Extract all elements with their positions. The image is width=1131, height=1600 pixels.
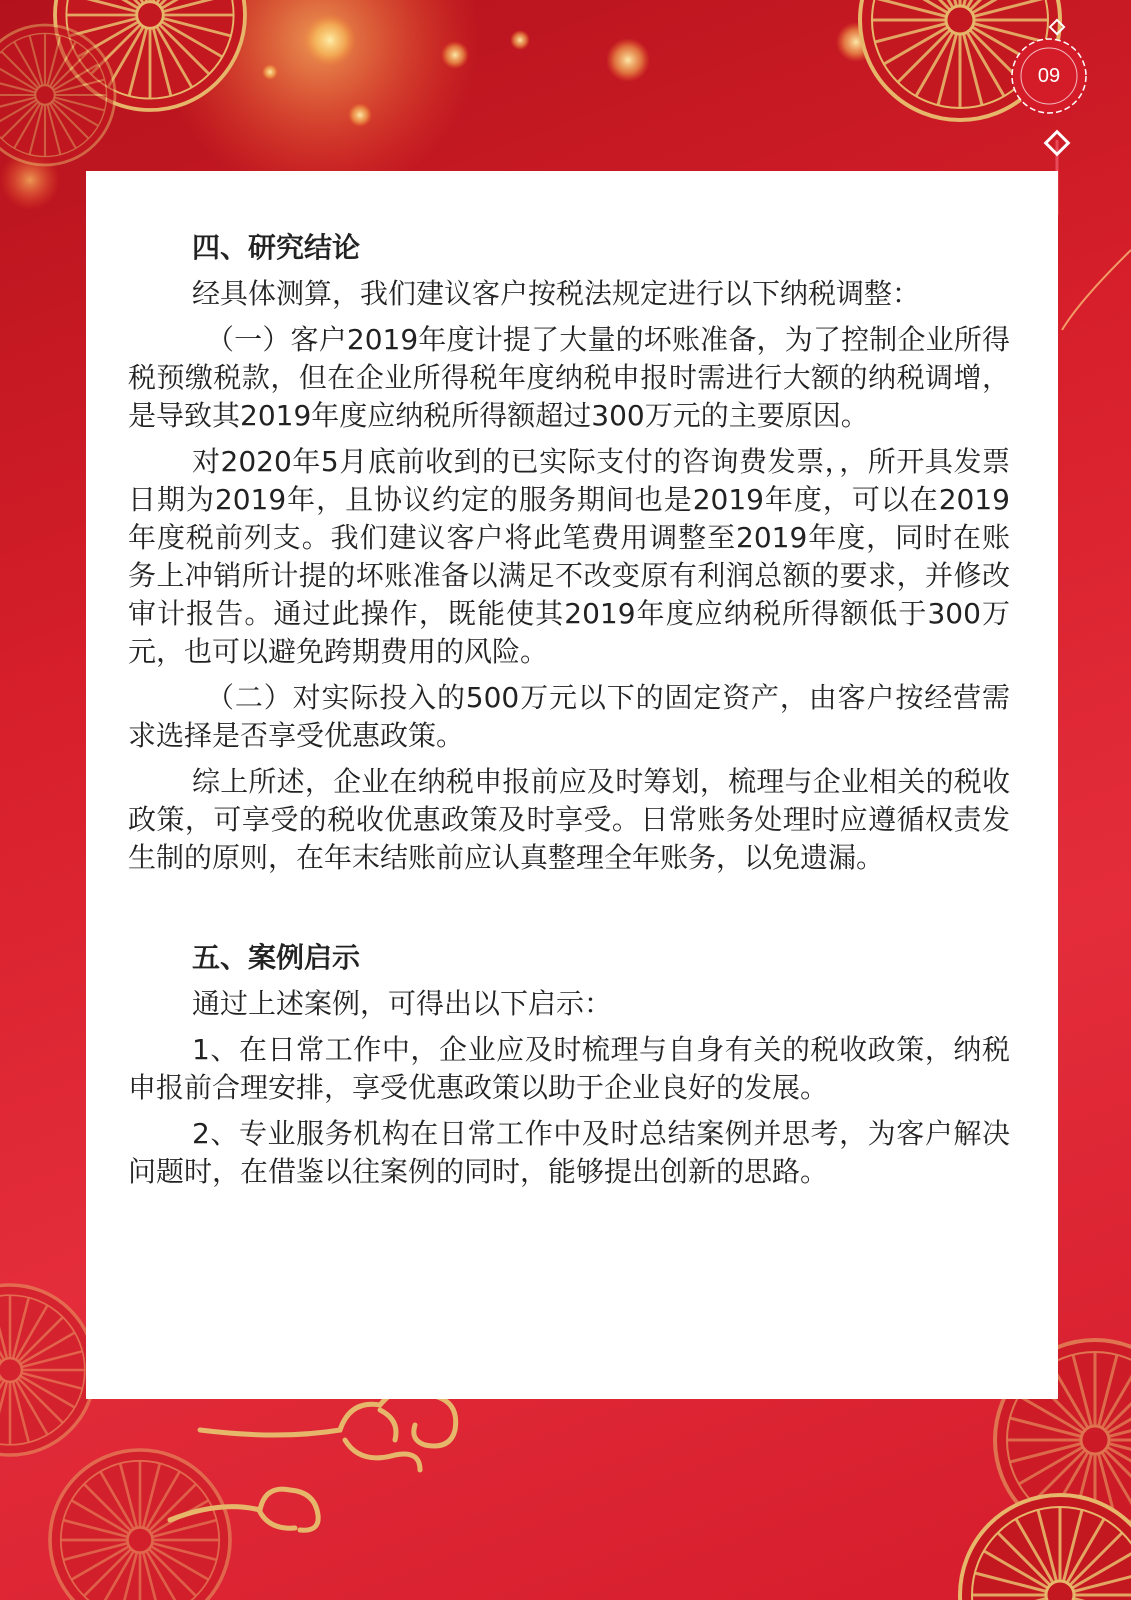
paragraph: 综上所述，企业在纳税申报前应及时筹划，梳理与企业相关的税收政策，可享受的税收优惠政策及时享受。日常账务处理时应遵循权责发生制的原则，在年末结账前应认真整理全年账务，以免遗漏。 (128, 765, 1010, 874)
bokeh-light (606, 38, 650, 82)
light-streak (1062, 250, 1131, 330)
paragraph: 对2020年5月底前收到的已实际支付的咨询费发票，，所开具发票日期为2019年，且协议约定的服务期间也是2019年度，可以在2019年度税前列支。我们建议客户将此笔费用调整至2019年度，同时在账务上冲销所计提的坏账准备以满足不改变原有利润总额的要求，并修改审计报告。通过此操作，既能使其2019年度应纳税所得额低于300万元，也可以避免跨期费用的风险。 (128, 445, 1010, 668)
fan-ornament (960, 1495, 1131, 1600)
paragraph: （一）客户2019年度计提了大量的坏账准备，为了控制企业所得税预缴税款，但在企业所得税年度纳税申报时需进行大额的纳税调增，是导致其2019年度应纳税所得额超过300万元的主要原因。 (128, 323, 1010, 432)
section-heading-conclusion: 四、研究结论 (192, 231, 361, 264)
fan-ornament (50, 1450, 230, 1600)
paragraph: 经具体测算，我们建议客户按税法规定进行以下纳税调整： (192, 277, 921, 310)
bokeh-light (348, 103, 372, 127)
cloud-ornament (170, 1389, 456, 1530)
bokeh-light (262, 64, 278, 80)
bokeh-light (510, 30, 530, 50)
page-number-badge (1009, 36, 1089, 116)
bokeh-light (441, 41, 469, 69)
paragraph: 2、专业服务机构在日常工作中及时总结案例并思考，为客户解决问题时，在借鉴以往案例的同时，能够提出创新的思路。 (128, 1117, 1010, 1188)
section-heading-insights: 五、案例启示 (192, 941, 361, 974)
fan-ornament (0, 1285, 95, 1455)
paragraph: 通过上述案例，可得出以下启示： (192, 987, 613, 1020)
content-card (86, 171, 1058, 1399)
paragraph: （二）对实际投入的500万元以下的固定资产，由客户按经营需求选择是否享受优惠政策。 (128, 681, 1010, 752)
paragraph: 1、在日常工作中，企业应及时梳理与自身有关的税收政策，纳税申报前合理安排，享受优惠政策以助于企业良好的发展。 (128, 1033, 1010, 1104)
page-number: 09 (1037, 64, 1061, 87)
bokeh-light (304, 14, 356, 66)
